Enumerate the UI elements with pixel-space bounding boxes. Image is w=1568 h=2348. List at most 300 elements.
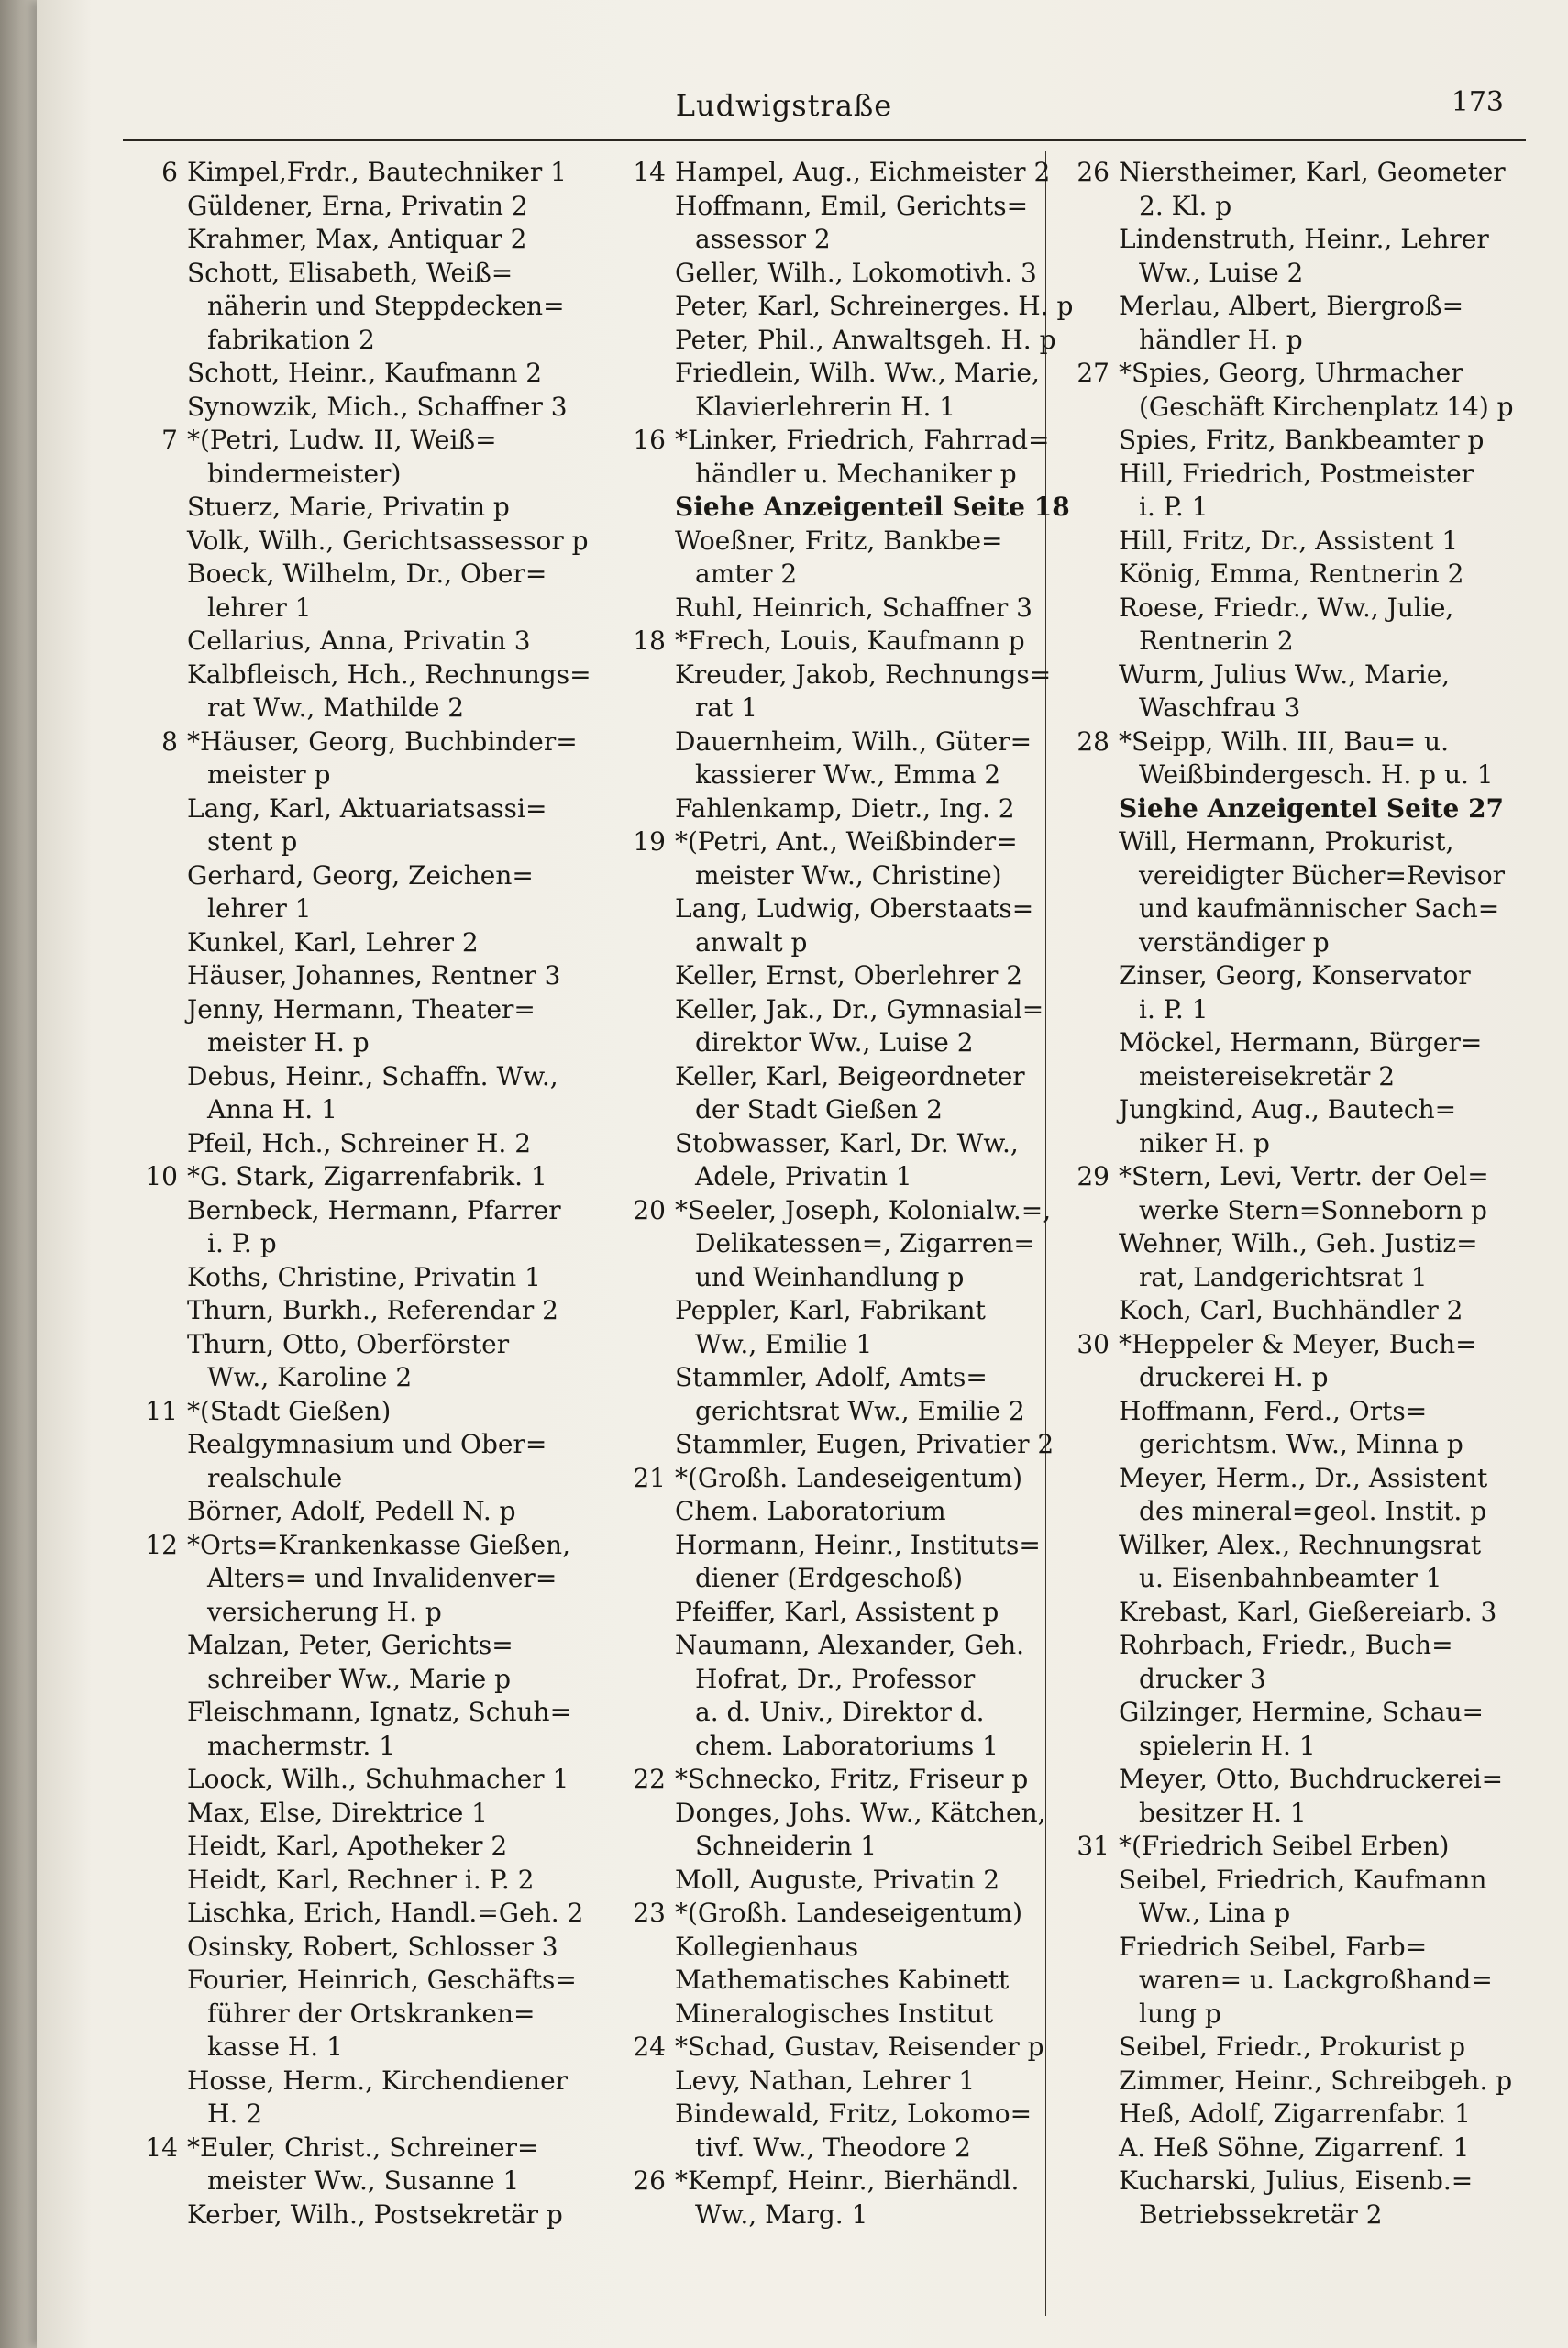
directory-entry <box>611 357 1060 424</box>
entry-continuation: Ww., Luise 2 <box>1139 257 1304 288</box>
entry-text: *Spies, Georg, Uhrmacher <box>1119 358 1463 388</box>
directory-entry <box>611 1864 1060 1898</box>
entry-text: Donges, Johs. Ww., Kätchen, <box>675 1797 1046 1828</box>
entry-continuation: realschule <box>207 1462 343 1493</box>
entry-text: Cellarius, Anna, Privatin 3 <box>187 626 531 656</box>
entry-continuation: 2. Kl. p <box>1139 190 1232 221</box>
directory-entry <box>123 257 572 358</box>
entry-text: Hormann, Heinr., Instituts= <box>675 1529 1041 1560</box>
entry-text: Häuser, Johannes, Rentner 3 <box>187 960 561 991</box>
entry-text: Hampel, Aug., Eichmeister 2 <box>675 157 1051 187</box>
entry-continuation: assessor 2 <box>695 224 831 254</box>
page-title: Ludwigstraße <box>675 88 893 123</box>
entry-continuation: Schneiderin 1 <box>695 1831 878 1861</box>
entry-continuation: des mineral=geol. Instit. p <box>1139 1496 1487 1526</box>
directory-entry <box>123 792 572 859</box>
entry-text: Seibel, Friedrich, Kaufmann <box>1119 1864 1487 1895</box>
entry-text: Friedrich Seibel, Farb= <box>1119 1931 1428 1962</box>
entry-continuation: tivf. Ww., Theodore 2 <box>695 2132 971 2163</box>
entry-text: Lischka, Erich, Handl.=Geh. 2 <box>187 1898 584 1928</box>
house-number: 31 <box>1077 1831 1110 1861</box>
entry-continuation: rat 1 <box>695 692 758 723</box>
entry-text: Wilker, Alex., Rechnungsrat <box>1119 1529 1482 1560</box>
entry-text: *Seipp, Wilh. III, Bau= u. <box>1119 725 1449 757</box>
entry-text: *Häuser, Georg, Buchbinder= <box>187 725 578 757</box>
directory-entry <box>123 2132 572 2198</box>
entry-text: Kollegienhaus <box>675 1931 859 1962</box>
entry-text: Lang, Karl, Aktuariatsassi= <box>187 792 547 824</box>
directory-entry <box>1055 1227 1504 1294</box>
entry-text: Stuerz, Marie, Privatin p <box>187 492 510 522</box>
entry-continuation: machermstr. 1 <box>207 1730 396 1761</box>
entry-continuation: Anna H. 1 <box>207 1094 337 1124</box>
directory-entry <box>1055 659 1504 725</box>
entry-text: Peter, Karl, Schreinerges. H. p <box>675 291 1074 321</box>
directory-entry <box>1055 1864 1504 1931</box>
directory-entry <box>611 892 1060 959</box>
entry-text: Osinsky, Robert, Schlosser 3 <box>187 1931 558 1962</box>
directory-entry <box>1055 725 1504 792</box>
directory-entry <box>1055 1160 1504 1227</box>
directory-entry <box>611 993 1060 1060</box>
house-number: 26 <box>633 2165 666 2196</box>
entry-text: Koths, Christine, Privatin 1 <box>187 1261 541 1292</box>
house-number: 30 <box>1077 1328 1110 1359</box>
directory-entry <box>611 2065 1060 2099</box>
entry-text: Malzan, Peter, Gerichts= <box>187 1630 513 1660</box>
entry-text: *Linker, Friedrich, Fahrrad= <box>675 425 1050 455</box>
directory-entry <box>611 257 1060 291</box>
entry-continuation: meistereisekretär 2 <box>1139 1060 1396 1091</box>
entry-continuation: niker H. p <box>1139 1127 1270 1158</box>
entry-continuation: lung p <box>1139 1998 1221 2029</box>
directory-entry <box>1055 156 1504 223</box>
directory-entry <box>1055 357 1514 424</box>
directory-entry <box>123 1629 572 1696</box>
house-number: 18 <box>633 626 666 656</box>
entry-text: Gerhard, Georg, Zeichen= <box>187 859 534 891</box>
entry-text: *Euler, Christ., Schreiner= <box>187 2132 539 2163</box>
entry-text: Stobwasser, Karl, Dr. Ww., <box>675 1127 1019 1158</box>
entry-continuation: druckerei H. p <box>1139 1362 1329 1392</box>
entry-text: Fourier, Heinrich, Geschäfts= <box>187 1965 577 1995</box>
entry-continuation: diener (Erdgeschoß) <box>695 1563 964 1593</box>
entry-continuation: Alters= und Invalidenver= <box>207 1563 558 1593</box>
entry-continuation: stent p <box>207 826 298 857</box>
entry-text: Hill, Fritz, Dr., Assistent 1 <box>1119 525 1459 556</box>
directory-entry <box>611 424 1060 491</box>
entry-text: Hosse, Herm., Kirchendiener <box>187 2065 569 2096</box>
directory-entry <box>611 324 1060 358</box>
directory-entry <box>611 1763 1060 1797</box>
entry-continuation: gerichtsrat Ww., Emilie 2 <box>695 1395 1025 1426</box>
entry-continuation: näherin und Steppdecken= <box>207 291 565 321</box>
directory-entry <box>123 357 572 391</box>
directory-entry <box>123 558 572 625</box>
directory-entry <box>611 1931 1060 1965</box>
entry-continuation: kasse H. 1 <box>207 2032 343 2062</box>
directory-entry <box>123 1328 572 1395</box>
directory-entry <box>1055 1294 1504 1328</box>
entry-text: Kucharski, Julius, Eisenb.= <box>1119 2165 1474 2196</box>
entry-continuation: meister p <box>207 759 331 790</box>
entry-text: *(Großh. Landeseigentum) <box>675 1898 1023 1928</box>
entry-text: Stammler, Adolf, Amts= <box>675 1362 988 1392</box>
entry-text: Meyer, Otto, Buchdruckerei= <box>1119 1764 1504 1794</box>
directory-entry <box>123 424 572 491</box>
directory-entry <box>611 1495 1060 1529</box>
house-number: 20 <box>633 1194 666 1225</box>
entry-continuation: Betriebssekretär 2 <box>1139 2198 1383 2230</box>
entry-continuation: Weißbindergesch. H. p u. 1 <box>1139 759 1494 790</box>
entry-text: König, Emma, Rentnerin 2 <box>1119 559 1464 589</box>
directory-entry <box>123 1696 572 1763</box>
entry-continuation: vereidigter Bücher=Revisor <box>1139 859 1505 891</box>
house-number: 28 <box>1077 725 1110 757</box>
house-number: 29 <box>1077 1161 1110 1191</box>
house-number: 6 <box>161 157 178 187</box>
directory-entry <box>611 1361 1060 1428</box>
entry-text: Bindewald, Fritz, Lokomo= <box>675 2099 1032 2129</box>
entry-continuation: meister Ww., Christine) <box>695 859 1002 891</box>
entry-text: Synowzik, Mich., Schaffner 3 <box>187 391 568 422</box>
entry-continuation: Delikatessen=, Zigarren= <box>695 1228 1035 1258</box>
directory-entry <box>1055 1763 1504 1830</box>
entry-continuation: H. 2 <box>207 2099 263 2129</box>
directory-entry <box>1055 424 1504 458</box>
entry-continuation: fabrikation 2 <box>207 324 375 355</box>
entry-continuation: gerichtsm. Ww., Minna p <box>1139 1429 1463 1459</box>
entry-continuation: Ww., Marg. 1 <box>695 2198 868 2230</box>
entry-continuation: Ww., Karoline 2 <box>207 1362 413 1392</box>
directory-entry <box>123 1060 572 1127</box>
directory-entry <box>123 1428 572 1495</box>
entry-text: Siehe Anzeigentel Seite 27 <box>1119 792 1505 824</box>
entry-continuation: händler H. p <box>1139 324 1303 355</box>
entry-text: Moll, Auguste, Privatin 2 <box>675 1864 1000 1895</box>
directory-entry <box>1055 1093 1504 1160</box>
entry-text: *Orts=Krankenkasse Gießen, <box>187 1529 570 1560</box>
entry-continuation: händler u. Mechaniker p <box>695 458 1017 489</box>
entry-text: *Frech, Louis, Kaufmann p <box>675 626 1025 656</box>
house-number: 19 <box>633 826 666 857</box>
entry-text: Heß, Adolf, Zigarrenfabr. 1 <box>1119 2099 1471 2129</box>
directory-entry <box>611 1596 1060 1630</box>
entry-text: Kunkel, Karl, Lehrer 2 <box>187 926 479 958</box>
entry-text: Stammler, Eugen, Privatier 2 <box>675 1429 1055 1459</box>
entry-continuation: waren= u. Lackgroßhand= <box>1139 1965 1493 1995</box>
directory-entry <box>123 1830 572 1864</box>
directory-entry <box>123 2198 572 2232</box>
house-number: 23 <box>633 1898 666 1928</box>
entry-text: Lindenstruth, Heinr., Lehrer <box>1119 224 1489 254</box>
directory-entry <box>1055 1395 1504 1462</box>
entry-continuation: Ww., Emilie 1 <box>695 1328 873 1359</box>
entry-text: Siehe Anzeigenteil Seite 18 <box>675 492 1070 522</box>
directory-entry <box>1055 223 1504 290</box>
directory-entry <box>123 1797 572 1831</box>
entry-text: *(Petri, Ludw. II, Weiß= <box>187 425 497 455</box>
entry-text: Max, Else, Direktrice 1 <box>187 1797 488 1828</box>
entry-text: Naumann, Alexander, Geh. <box>675 1630 1025 1660</box>
directory-entry <box>1055 1830 1504 1864</box>
directory-entry <box>1055 592 1504 659</box>
directory-entry <box>1055 558 1504 592</box>
directory-entry <box>123 1127 572 1161</box>
directory-entry <box>1055 2065 1513 2099</box>
entry-text: Debus, Heinr., Schaffn. Ww., <box>187 1060 558 1091</box>
entry-text: Heidt, Karl, Apotheker 2 <box>187 1831 508 1861</box>
directory-entry <box>123 2065 572 2132</box>
directory-entry <box>611 2031 1060 2065</box>
directory-entry <box>123 1897 584 1931</box>
directory-entry <box>611 725 1060 792</box>
entry-text: Loock, Wilh., Schuhmacher 1 <box>187 1764 569 1794</box>
directory-entry <box>1055 2132 1504 2165</box>
entry-continuation: drucker 3 <box>1139 1663 1266 1694</box>
directory-entry <box>611 659 1060 725</box>
directory-entry <box>1055 959 1504 1026</box>
directory-entry <box>611 1529 1060 1596</box>
house-number: 26 <box>1077 157 1110 187</box>
directory-entry <box>611 1797 1060 1864</box>
entry-text: Keller, Karl, Beigeordneter <box>675 1060 1025 1091</box>
entry-text: Spies, Fritz, Bankbeamter p <box>1119 425 1485 455</box>
entry-continuation: kassierer Ww., Emma 2 <box>695 759 1001 790</box>
entry-continuation: besitzer H. 1 <box>1139 1797 1307 1828</box>
directory-entry <box>611 959 1060 993</box>
entry-continuation: führer der Ortskranken= <box>207 1998 536 2029</box>
directory-entry <box>123 1529 572 1630</box>
entry-continuation: Rentnerin 2 <box>1139 626 1294 656</box>
directory-entry <box>123 1261 572 1295</box>
entry-text: Börner, Adolf, Pedell N. p <box>187 1496 516 1526</box>
entry-text: *G. Stark, Zigarrenfabrik. 1 <box>187 1161 547 1191</box>
house-number: 21 <box>633 1462 666 1493</box>
directory-entry <box>611 1428 1060 1462</box>
entry-continuation: chem. Laboratoriums 1 <box>695 1730 999 1761</box>
entry-text: *(Großh. Landeseigentum) <box>675 1462 1023 1493</box>
entry-continuation: a. d. Univ., Direktor d. <box>695 1697 985 1727</box>
entry-continuation: und Weinhandlung p <box>695 1261 965 1292</box>
directory-entry <box>123 725 578 792</box>
house-number: 12 <box>145 1529 178 1560</box>
entry-continuation: i. P. 1 <box>1139 993 1209 1024</box>
directory-entry <box>611 825 1060 892</box>
directory-entry <box>1055 1696 1504 1763</box>
entry-text: Kreuder, Jakob, Rechnungs= <box>675 659 1052 690</box>
directory-entry <box>123 1294 572 1328</box>
entry-text: Meyer, Herm., Dr., Assistent <box>1119 1462 1488 1493</box>
entry-text: *(Stadt Gießen) <box>187 1395 392 1426</box>
entry-text: Güldener, Erna, Privatin 2 <box>187 190 528 221</box>
entry-text: Keller, Jak., Dr., Gymnasial= <box>675 993 1044 1024</box>
entry-text: Wurm, Julius Ww., Marie, <box>1119 659 1451 690</box>
header-rule <box>123 139 1526 141</box>
entry-text: Realgymnasium und Ober= <box>187 1429 547 1459</box>
directory-entry <box>611 1194 1060 1295</box>
entry-continuation: Waschfrau 3 <box>1139 692 1301 723</box>
house-number: 10 <box>145 1161 178 1191</box>
entry-text: Thurn, Otto, Oberförster <box>187 1328 510 1359</box>
entry-text: *(Friedrich Seibel Erben) <box>1119 1831 1450 1861</box>
directory-entry <box>611 156 1060 190</box>
entry-continuation: meister Ww., Susanne 1 <box>207 2165 520 2196</box>
entry-continuation: schreiber Ww., Marie p <box>207 1663 511 1694</box>
entry-continuation: Adele, Privatin 1 <box>695 1161 912 1191</box>
entry-text: Woeßner, Fritz, Bankbe= <box>675 525 1003 556</box>
directory-entry <box>123 659 591 725</box>
directory-entry <box>123 1864 572 1898</box>
entry-text: *Schnecko, Fritz, Friseur p <box>675 1764 1029 1794</box>
house-number: 8 <box>161 725 178 757</box>
directory-entry <box>123 926 572 960</box>
directory-entry <box>1055 1931 1504 2032</box>
directory-entry <box>1055 290 1504 357</box>
entry-text: Möckel, Hermann, Bürger= <box>1119 1027 1483 1058</box>
directory-entry <box>123 859 572 926</box>
entry-text: Fahlenkamp, Dietr., Ing. 2 <box>675 792 1015 824</box>
directory-entry <box>123 959 572 993</box>
entry-text: Mineralogisches Institut <box>675 1998 994 2029</box>
directory-entry <box>611 190 1060 257</box>
entry-continuation: amter 2 <box>695 559 798 589</box>
entry-text: A. Heß Söhne, Zigarrenf. 1 <box>1119 2132 1470 2163</box>
entry-text: *(Petri, Ant., Weißbinder= <box>675 826 1018 857</box>
entry-text: Friedlein, Wilh. Ww., Marie, <box>675 358 1040 388</box>
entry-text: Zinser, Georg, Konservator <box>1119 960 1471 991</box>
entry-text: Schott, Heinr., Kaufmann 2 <box>187 358 543 388</box>
directory-entry <box>611 1897 1060 1931</box>
entry-text: Schott, Elisabeth, Weiß= <box>187 257 513 288</box>
entry-text: Fleischmann, Ignatz, Schuh= <box>187 1697 572 1727</box>
entry-text: Peter, Phil., Anwaltsgeh. H. p <box>675 324 1056 355</box>
house-number: 14 <box>145 2132 178 2163</box>
entry-continuation: versicherung H. p <box>207 1596 442 1627</box>
entry-text: Will, Hermann, Prokurist, <box>1119 826 1454 857</box>
entry-continuation: i. P. 1 <box>1139 492 1209 522</box>
entry-text: Zimmer, Heinr., Schreibgeh. p <box>1119 2065 1513 2096</box>
directory-entry <box>611 2098 1060 2165</box>
directory-entry <box>123 1964 577 2065</box>
directory-entry <box>1055 792 1504 826</box>
entry-continuation: der Stadt Gießen 2 <box>695 1094 943 1124</box>
directory-entry <box>123 1160 572 1194</box>
entry-text: Hoffmann, Emil, Gerichts= <box>675 190 1029 221</box>
entry-text: Peppler, Karl, Fabrikant <box>675 1295 986 1325</box>
house-number: 27 <box>1077 358 1110 388</box>
directory-entry <box>1055 1026 1504 1093</box>
entry-text: Levy, Nathan, Lehrer 1 <box>675 2065 976 2096</box>
entry-continuation: rat Ww., Mathilde 2 <box>207 692 465 723</box>
directory-entry <box>611 1294 1060 1361</box>
entry-text: Krahmer, Max, Antiquar 2 <box>187 224 527 254</box>
entry-continuation: Klavierlehrerin H. 1 <box>695 391 956 422</box>
directory-entry <box>1055 2031 1504 2065</box>
house-number: 16 <box>633 425 666 455</box>
directory-entry <box>611 792 1060 826</box>
entry-text: *Seeler, Joseph, Kolonialw.=, <box>675 1194 1052 1225</box>
entry-text: Seibel, Friedr., Prokurist p <box>1119 2032 1466 2062</box>
entry-text: Nierstheimer, Karl, Geometer <box>1119 157 1506 187</box>
directory-entry <box>123 190 572 224</box>
entry-text: Dauernheim, Wilh., Güter= <box>675 725 1032 757</box>
entry-text: Kalbfleisch, Hch., Rechnungs= <box>187 659 591 690</box>
directory-entry <box>123 525 589 559</box>
directory-entry <box>1055 458 1504 525</box>
entry-text: Boeck, Wilhelm, Dr., Ober= <box>187 559 547 589</box>
house-number: 22 <box>633 1764 666 1794</box>
entry-continuation: direktor Ww., Luise 2 <box>695 1027 974 1058</box>
entry-text: Hoffmann, Ferd., Orts= <box>1119 1395 1428 1426</box>
entry-text: Mathematisches Kabinett <box>675 1965 1010 1995</box>
column-2 <box>611 156 1074 2232</box>
entry-text: Jungkind, Aug., Bautech= <box>1119 1094 1457 1124</box>
directory-entry <box>611 1629 1060 1763</box>
entry-text: Heidt, Karl, Rechner i. P. 2 <box>187 1864 535 1895</box>
directory-entry <box>123 1763 572 1797</box>
entry-text: Chem. Laboratorium <box>675 1496 946 1526</box>
directory-entry <box>123 1194 572 1261</box>
directory-entry <box>1055 2165 1504 2232</box>
directory-entry <box>123 1395 572 1429</box>
entry-text: Krebast, Karl, Gießereiarb. 3 <box>1119 1596 1497 1627</box>
directory-entry <box>611 592 1060 626</box>
entry-continuation: i. P. p <box>207 1228 277 1258</box>
entry-continuation: werke Stern=Sonneborn p <box>1139 1194 1487 1225</box>
entry-continuation: meister H. p <box>207 1027 370 1058</box>
entry-text: Geller, Wilh., Lokomotivh. 3 <box>675 257 1037 288</box>
entry-text: Kimpel,Frdr., Bautechniker 1 <box>187 157 567 187</box>
house-number: 14 <box>633 157 666 187</box>
directory-entry <box>1055 1529 1504 1596</box>
directory-entry <box>1055 1596 1504 1630</box>
entry-text: Ruhl, Heinrich, Schaffner 3 <box>675 592 1032 623</box>
directory-entry <box>611 1462 1060 1496</box>
entry-text: Volk, Wilh., Gerichtsassessor p <box>187 525 589 556</box>
directory-entry <box>123 391 572 425</box>
directory-entry <box>123 993 572 1060</box>
directory-entry <box>123 625 572 659</box>
entry-text: Keller, Ernst, Oberlehrer 2 <box>675 960 1023 991</box>
book-spine-shadow <box>0 0 37 2348</box>
house-number: 11 <box>145 1395 178 1426</box>
entry-text: Hill, Friedrich, Postmeister <box>1119 458 1474 489</box>
entry-text: Lang, Ludwig, Oberstaats= <box>675 893 1034 924</box>
directory-entry <box>1055 1629 1504 1696</box>
column-1 <box>123 156 591 2232</box>
directory-entry <box>1055 525 1504 559</box>
entry-text: *Heppeler & Meyer, Buch= <box>1119 1328 1477 1359</box>
entry-text: Roese, Friedr., Ww., Julie, <box>1119 592 1454 623</box>
directory-entry <box>611 1998 1060 2032</box>
page-number: 173 <box>1451 86 1504 118</box>
directory-entry <box>611 625 1060 659</box>
entry-text: Gilzinger, Hermine, Schau= <box>1119 1697 1484 1727</box>
entry-text: Pfeil, Hch., Schreiner H. 2 <box>187 1127 532 1158</box>
directory-entry <box>123 491 572 525</box>
entry-text: *Schad, Gustav, Reisender p <box>675 2032 1044 2062</box>
directory-entry <box>611 1060 1060 1127</box>
directory-entry <box>1055 825 1504 959</box>
entry-continuation: verständiger p <box>1139 926 1330 958</box>
entry-text: Kerber, Wilh., Postsekretär p <box>187 2198 563 2230</box>
entry-text: *Stern, Levi, Vertr. der Oel= <box>1119 1161 1489 1191</box>
entry-text: Jenny, Hermann, Theater= <box>187 993 536 1024</box>
entry-continuation: Hofrat, Dr., Professor <box>695 1663 976 1694</box>
entry-continuation: (Geschäft Kirchenplatz 14) p <box>1139 391 1514 422</box>
directory-entry <box>123 156 572 190</box>
